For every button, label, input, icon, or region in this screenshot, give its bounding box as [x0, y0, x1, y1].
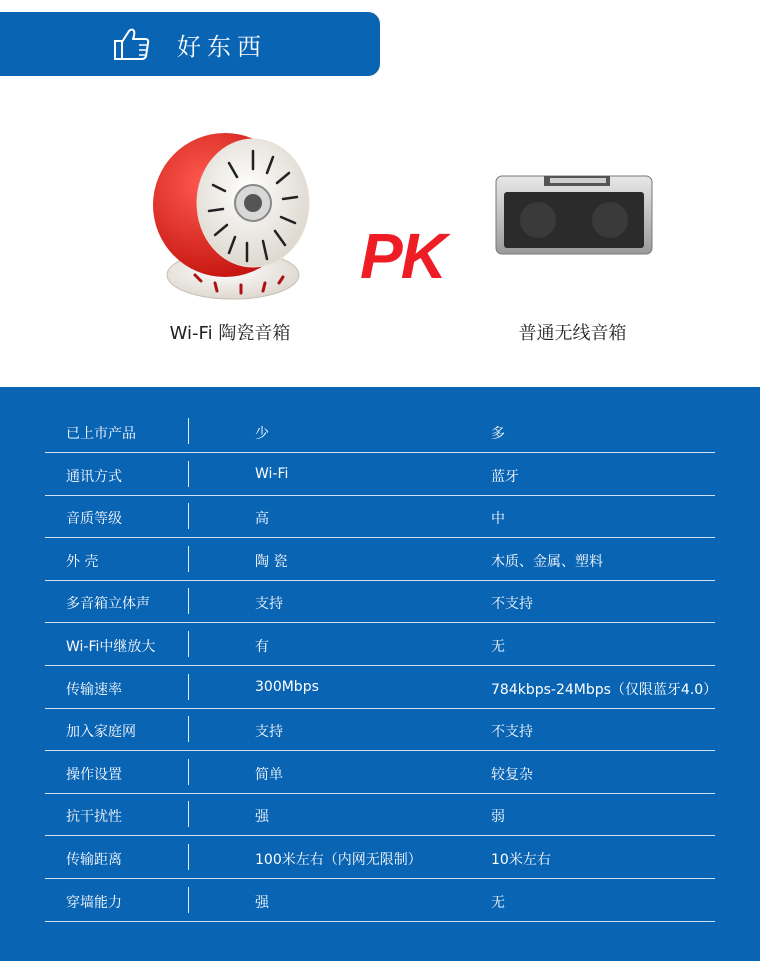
- feature-cell: 已上市产品: [66, 426, 136, 442]
- normal-speaker-cell: 蓝牙: [491, 468, 519, 485]
- table-row: [45, 751, 715, 794]
- feature-cell: 操作设置: [66, 766, 122, 783]
- normal-speaker-cell: 不支持: [491, 596, 533, 613]
- feature-cell: 加入家庭网: [66, 724, 136, 741]
- feature-cell: 穿墙能力: [66, 894, 122, 911]
- wifi-speaker-cell: 高: [255, 511, 269, 528]
- normal-speaker-cell: 较复杂: [491, 766, 533, 783]
- wifi-speaker-cell: 强: [255, 809, 269, 826]
- column-divider: [188, 631, 189, 657]
- feature-cell: Wi-Fi中继放大: [66, 639, 156, 655]
- normal-speaker-cell: 10米左右: [491, 852, 551, 868]
- normal-speaker-cell: 多: [491, 426, 505, 442]
- ceramic-speaker-image: [140, 125, 320, 305]
- wifi-speaker-cell: 强: [255, 894, 269, 911]
- right-product-name: 普通无线音箱: [518, 323, 627, 344]
- wifi-speaker-cell: 有: [255, 639, 269, 655]
- table-row: [45, 836, 715, 879]
- normal-speaker-cell: 中: [491, 511, 505, 528]
- wifi-speaker-cell: 陶 瓷: [255, 553, 288, 570]
- column-divider: [188, 503, 189, 529]
- column-divider: [188, 418, 189, 444]
- table-row: [45, 623, 715, 666]
- table-row: [45, 666, 718, 709]
- table-row: [45, 538, 715, 581]
- column-divider: [188, 759, 189, 785]
- table-row: [45, 580, 715, 623]
- column-divider: [188, 674, 189, 700]
- left-product-name: Wi-Fi 陶瓷音箱: [169, 323, 291, 344]
- feature-cell: 音质等级: [66, 511, 122, 528]
- product-comparison: [0, 95, 760, 385]
- wifi-speaker-cell: 支持: [255, 596, 283, 613]
- table-row: [45, 879, 715, 922]
- feature-cell: 外 壳: [66, 553, 99, 570]
- column-divider: [188, 546, 189, 572]
- normal-speaker-cell: 无: [491, 894, 505, 911]
- wifi-speaker-cell: 简单: [255, 766, 283, 783]
- table-row: [45, 793, 715, 836]
- feature-cell: 抗干扰性: [66, 809, 122, 826]
- table-row: [45, 708, 715, 751]
- feature-cell: 多音箱立体声: [66, 596, 150, 613]
- banner-title: 好东西: [177, 32, 267, 61]
- wifi-ceramic-speaker: [140, 125, 320, 345]
- wifi-speaker-cell: 300Mbps: [255, 678, 319, 695]
- normal-speaker-cell: 784kbps-24Mbps（仅限蓝牙4.0）: [491, 681, 718, 698]
- normal-wireless-speaker: [480, 125, 665, 345]
- pk-label: PK: [360, 220, 445, 292]
- normal-speaker-cell: 无: [491, 639, 505, 655]
- column-divider: [188, 887, 189, 913]
- comparison-table: [0, 387, 760, 961]
- table-row: [45, 410, 715, 453]
- wifi-speaker-cell: Wi-Fi: [255, 465, 289, 482]
- normal-speaker-cell: 不支持: [491, 724, 533, 741]
- wifi-speaker-cell: 100米左右（内网无限制）: [255, 852, 422, 868]
- wireless-speaker-image: [480, 125, 665, 305]
- thumbs-up-icon: [113, 27, 153, 61]
- table-row: [45, 495, 715, 538]
- normal-speaker-cell: 弱: [491, 809, 505, 826]
- feature-cell: 传输速率: [66, 681, 122, 698]
- wifi-speaker-cell: 支持: [255, 724, 283, 741]
- feature-cell: 传输距离: [66, 852, 122, 868]
- table-row: [45, 453, 715, 496]
- normal-speaker-cell: 木质、金属、塑料: [491, 553, 603, 570]
- column-divider: [188, 716, 189, 742]
- feature-cell: 通讯方式: [66, 468, 122, 485]
- column-divider: [188, 844, 189, 870]
- column-divider: [188, 588, 189, 614]
- wifi-speaker-cell: 少: [255, 426, 269, 442]
- column-divider: [188, 461, 189, 487]
- column-divider: [188, 801, 189, 827]
- header-banner: [0, 12, 380, 76]
